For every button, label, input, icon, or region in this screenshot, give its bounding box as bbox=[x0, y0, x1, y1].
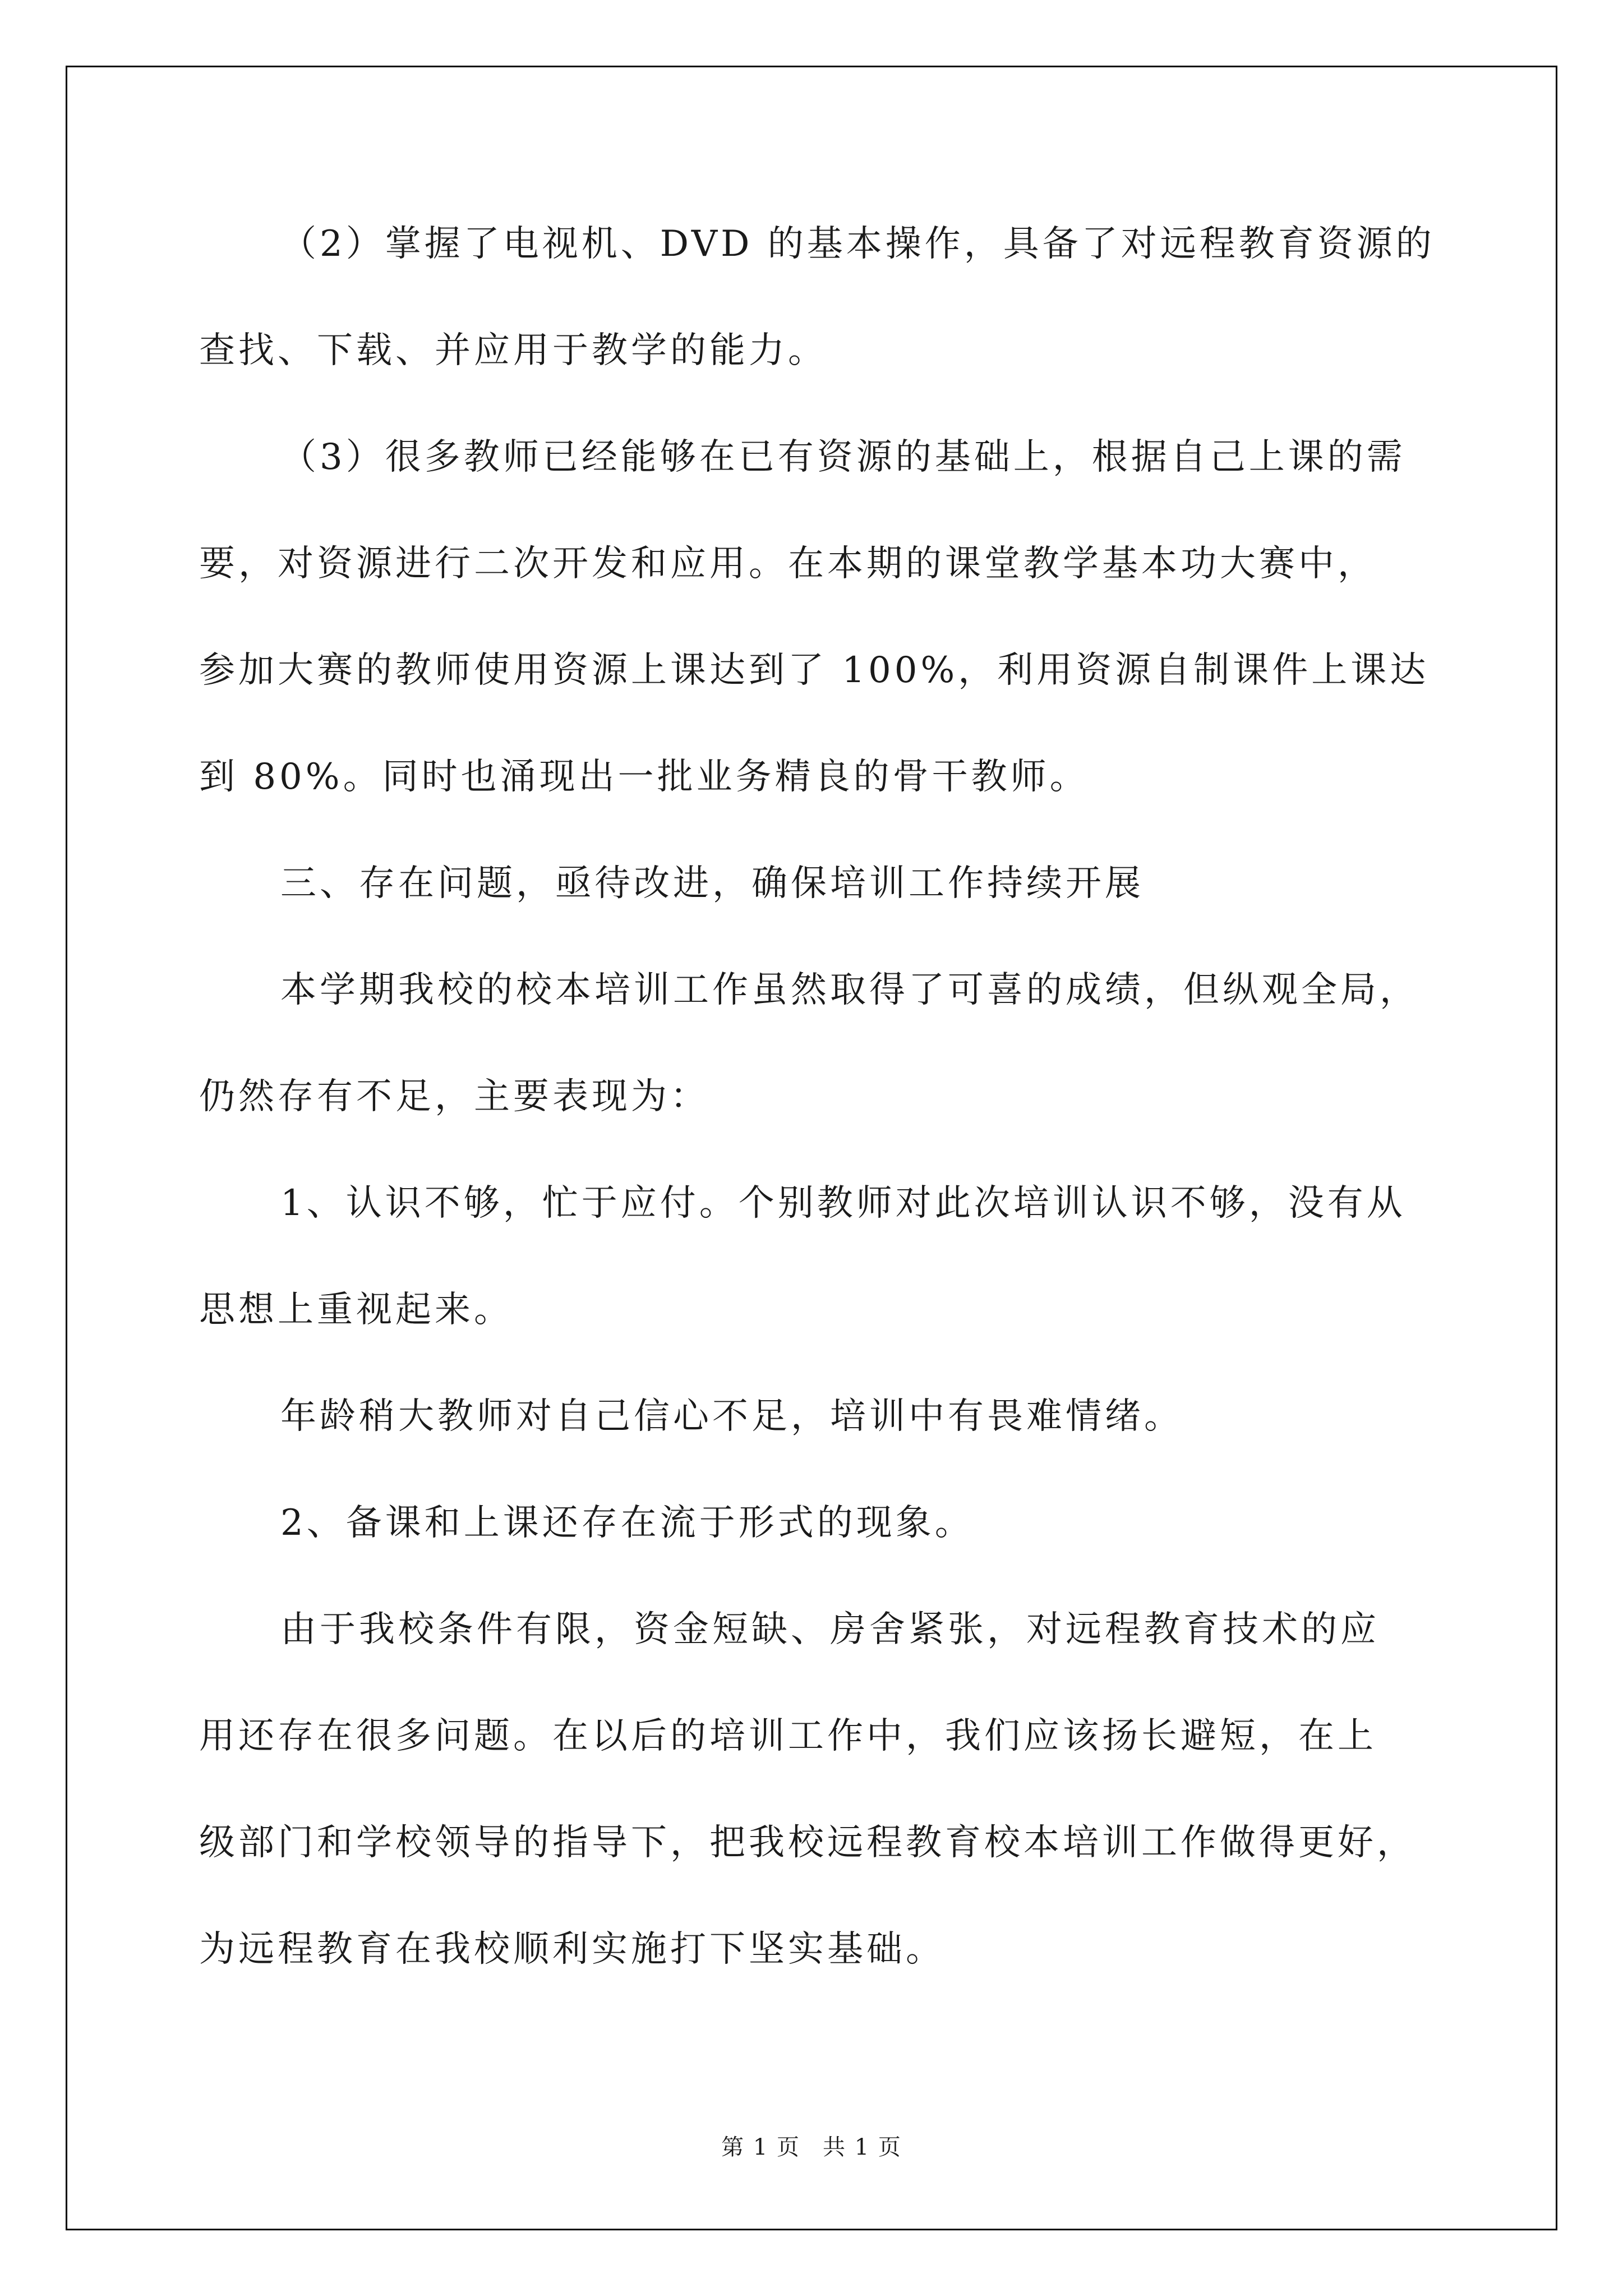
paragraph-line: （2）掌握了电视机、DVD 的基本操作，具备了对远程教育资源的 bbox=[280, 223, 1435, 265]
section-heading: 三、存在问题，亟待改进，确保培训工作持续开展 bbox=[280, 863, 1144, 904]
paragraph-line: 用还存在很多问题。在以后的培训工作中，我们应该扬长避短，在上 bbox=[199, 1715, 1377, 1757]
paragraph-line: （3）很多教师已经能够在已有资源的基础上，根据自己上课的需 bbox=[280, 436, 1406, 478]
paragraph-line: 年龄稍大教师对自己信心不足，培训中有畏难情绪。 bbox=[280, 1396, 1183, 1437]
paragraph-line: 查找、下载、并应用于教学的能力。 bbox=[199, 330, 827, 371]
paragraph-line: 仍然存有不足，主要表现为： bbox=[199, 1076, 709, 1117]
paragraph-line: 思想上重视起来。 bbox=[199, 1289, 513, 1331]
page-number-total: 共 1 页 bbox=[823, 2134, 902, 2160]
paragraph-line: 到 80%。同时也涌现出一批业务精良的骨干教师。 bbox=[199, 756, 1089, 798]
paragraph-line: 1、认识不够，忙于应付。个别教师对此次培训认识不够，没有从 bbox=[280, 1182, 1406, 1224]
paragraph-line: 为远程教育在我校顺利实施打下坚实基础。 bbox=[199, 1929, 945, 1970]
paragraph-line: 参加大赛的教师使用资源上课达到了 100%，利用资源自制课件上课达 bbox=[199, 650, 1430, 691]
page-number-current: 第 1 页 bbox=[721, 2134, 800, 2160]
paragraph-line: 级部门和学校领导的指导下，把我校远程教育校本培训工作做得更好， bbox=[199, 1822, 1416, 1864]
paragraph-line: 本学期我校的校本培训工作虽然取得了可喜的成绩，但纵观全局， bbox=[280, 969, 1419, 1011]
paragraph-line: 2、备课和上课还存在流于形式的现象。 bbox=[280, 1502, 974, 1544]
page-border bbox=[66, 66, 1557, 2230]
paragraph-line: 要，对资源进行二次开发和应用。在本期的课堂教学基本功大赛中， bbox=[199, 543, 1377, 585]
paragraph-line: 由于我校条件有限，资金短缺、房舍紧张，对远程教育技术的应 bbox=[280, 1609, 1380, 1650]
page-footer bbox=[0, 2131, 1623, 2164]
